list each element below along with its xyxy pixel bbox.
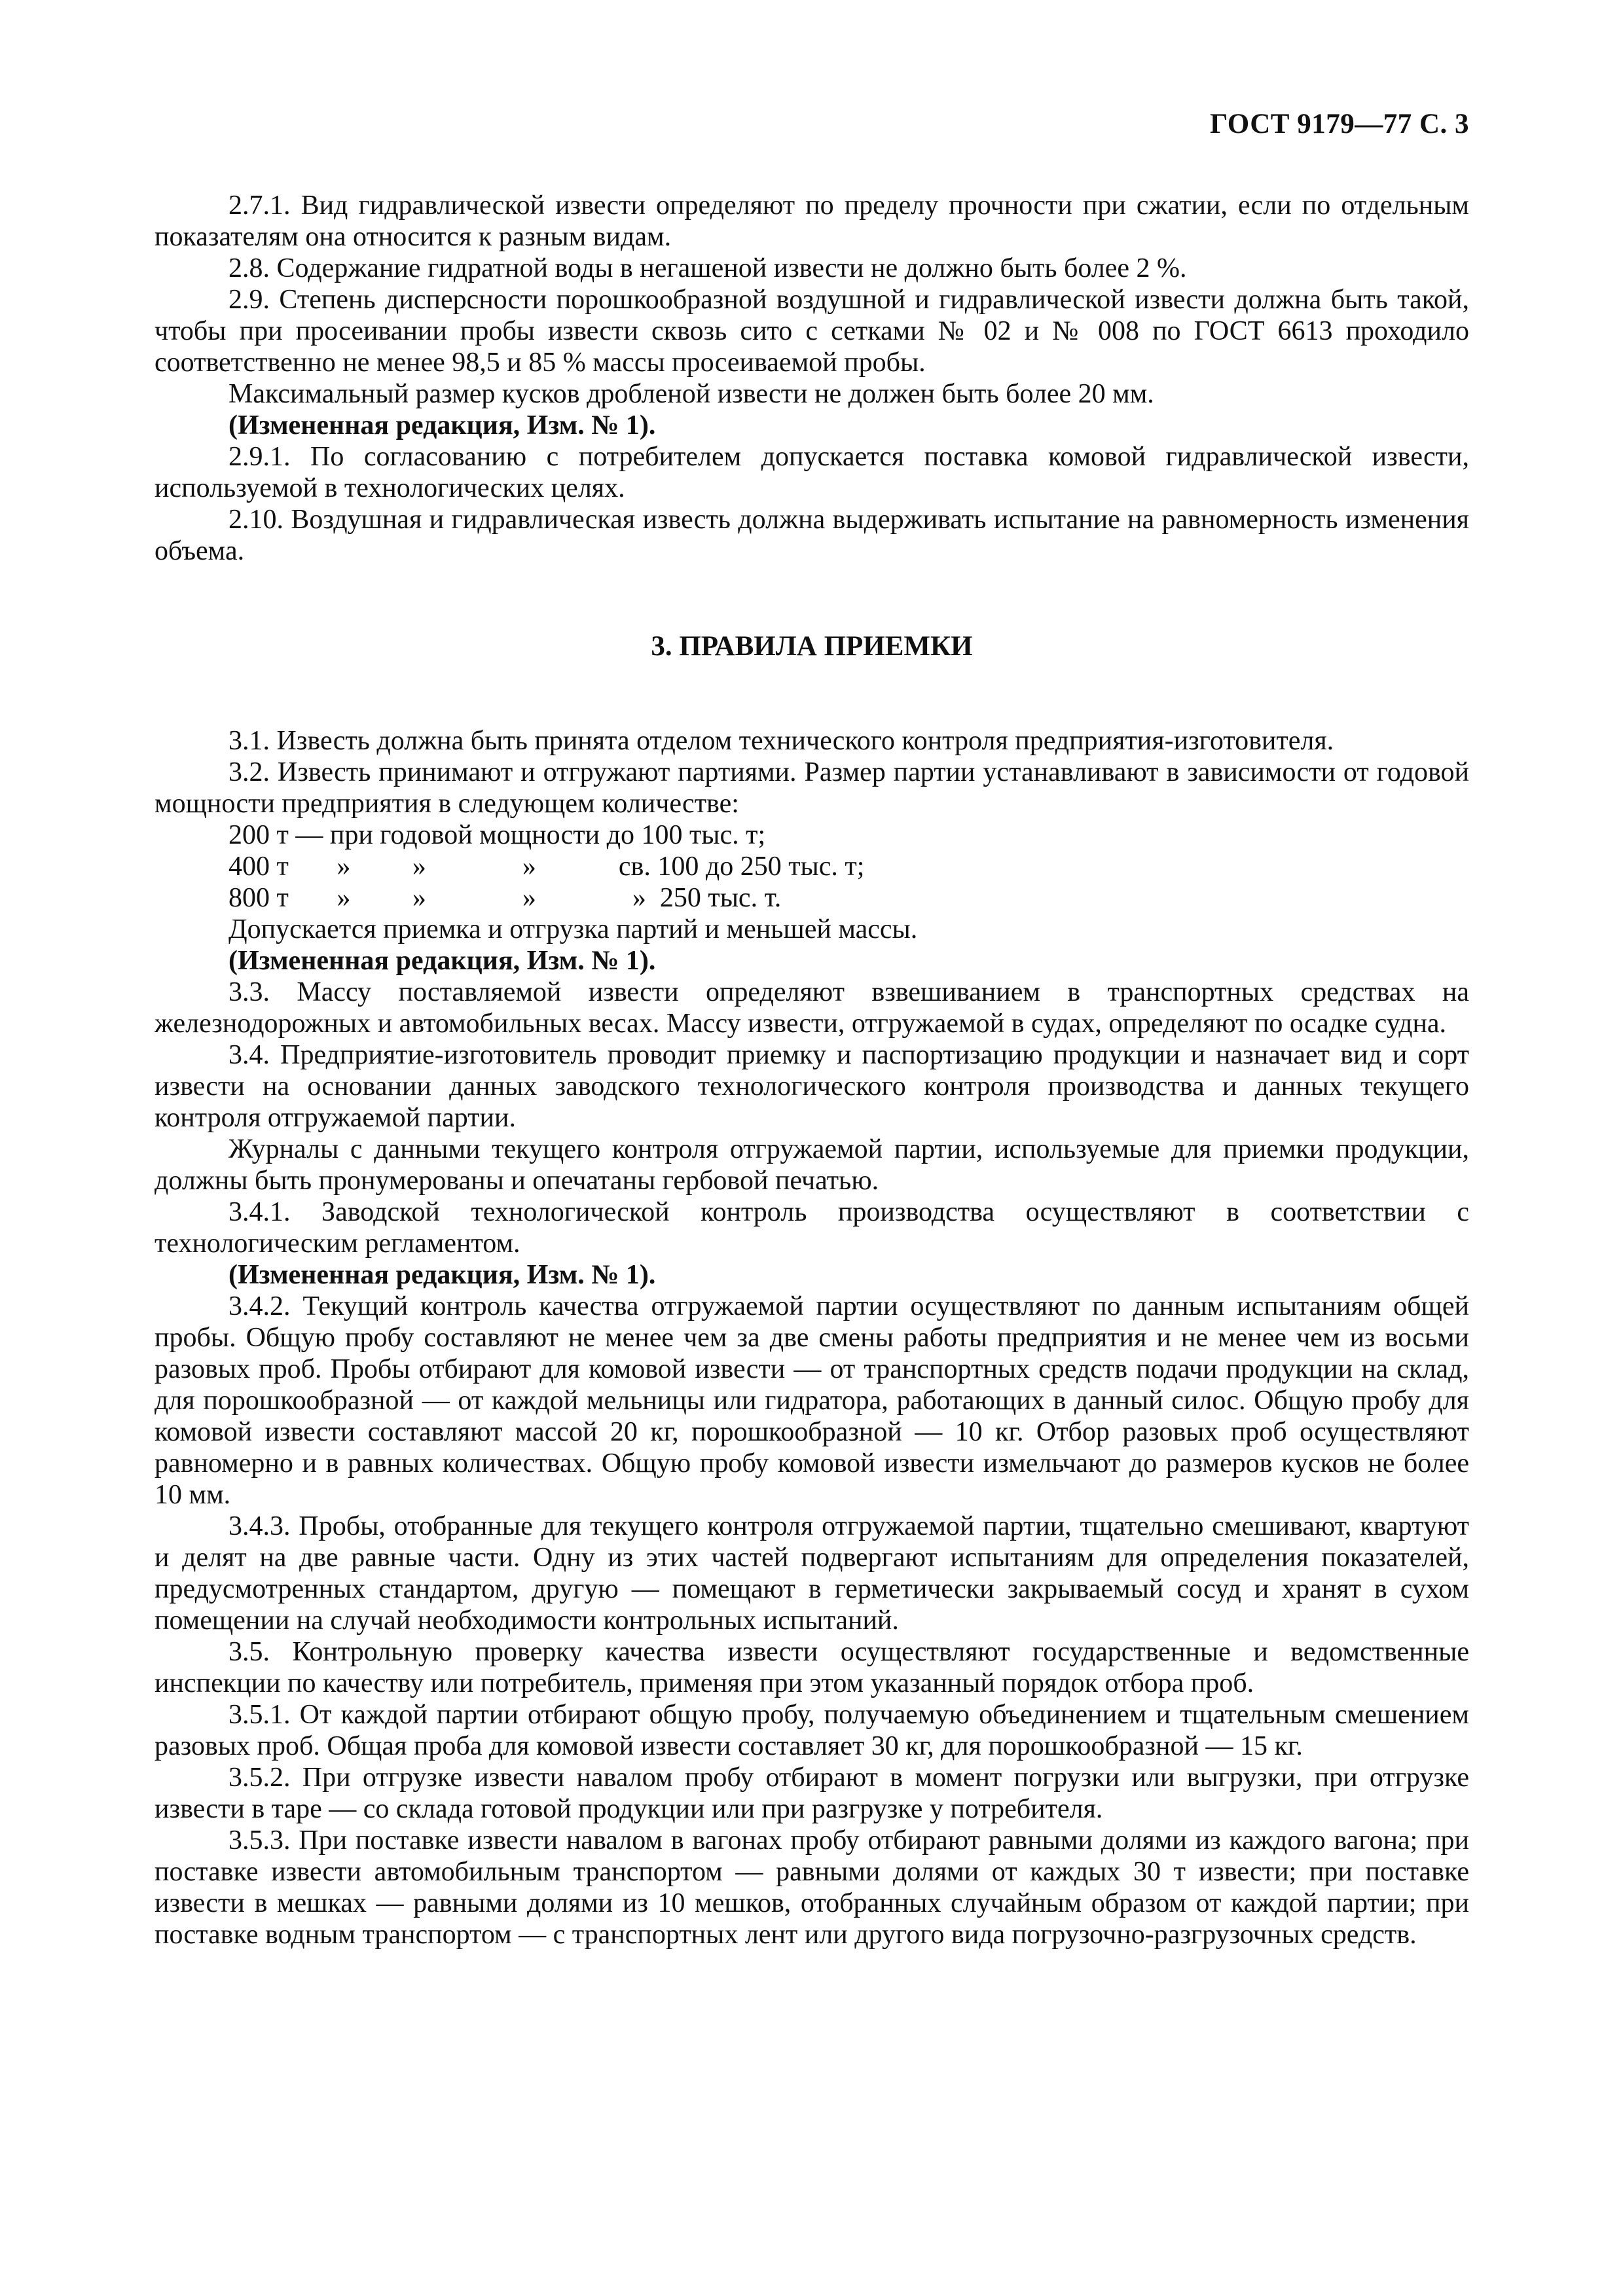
clause-3-5: 3.5. Контрольную проверку качества извести осуществляют государственные и ведомственные инспекции по качеству или потребитель, применяя при этом указанный порядок отбора проб. <box>155 1637 1469 1698</box>
amendment-note: (Измененная редакция, Изм. № 1). <box>228 946 656 976</box>
clause-2-9: 2.9. Степень дисперсности порошкообразной воздушной и гидравлической извести должна быть такой, чтобы при просеивании пробы извести сквозь сито с сетками № 02 и № 008 по ГОСТ 6613 проходило соответственно не менее 98,5 и 85 % массы просеиваемой пробы. <box>155 285 1469 378</box>
clause-3-1: 3.1. Известь должна быть принята отделом технического контроля предприятия-изготовителя. <box>228 726 1334 756</box>
clause-3-4-3: 3.4.3. Пробы, отобранные для текущего контроля отгружаемой партии, тщательно смешивают, квартуют и делят на две равные части. Одну из этих частей подвергают испытаниям для определения показателей, предусмотренных стандартом, другую — помещают в герметически закрываемый сосуд и хранят в сухом помещении на случай необходимости контрольных испытаний. <box>155 1511 1469 1636</box>
clause-3-4-journals: Журналы с данными текущего контроля отгружаемой партии, используемые для приемки продукции, должны быть пронумерованы и опечатаны гербовой печатью. <box>155 1134 1469 1196</box>
clause-3-4-1: 3.4.1. Заводской технологической контроль производства осуществляют в соответствии с технологическим регламентом. <box>155 1197 1469 1259</box>
clause-2-10: 2.10. Воздушная и гидравлическая известь должна выдерживать испытание на равномерность изменения объема. <box>155 505 1469 566</box>
clause-2-9-max-size: Максимальный размер кусков дробленой извести не должен быть более 20 мм. <box>228 379 1154 409</box>
clause-3-5-1: 3.5.1. От каждой партии отбирают общую пробу, получаемую объединением и тщательным смешением разовых проб. Общая проба для комовой извести составляет 30 кг, для порошкообразной — 15 кг. <box>155 1700 1469 1761</box>
clause-2-7-1: 2.7.1. Вид гидравлической извести определяют по пределу прочности при сжатии, если по отдельным показателям она относится к разным видам. <box>155 190 1469 252</box>
clause-3-4-2: 3.4.2. Текущий контроль качества отгружаемой партии осуществляют по данным испытаниям общей пробы. Общую пробу составляют не менее чем за две смены работы предприятия и не менее чем из восьми разовых проб. Пробы отбирают для комовой извести — от транспортных средств подачи продукции на склад, для порошкообразной — от каждой мельницы или гидратора, работающих в данный силос. Общую пробу для комовой извести составляют массой 20 кг, порошкообразной — 10 кг. Отбор разовых проб осуществляют равномерно и в равных количествах. Общую пробу комовой извести измельчают до размеров кусков не более 10 мм. <box>155 1291 1469 1510</box>
document-body <box>155 190 1469 1950</box>
clause-3-3: 3.3. Массу поставляемой извести определяют взвешиванием в транспортных средствах на железнодорожных и автомобильных весах. Массу извести, отгружаемой в судах, определяют по осадке судна. <box>155 977 1469 1039</box>
clause-3-2: 3.2. Известь принимают и отгружают партиями. Размер партии устанавливают в зависимости от годовой мощности предприятия в следующем количестве: <box>155 757 1469 819</box>
clause-3-4: 3.4. Предприятие-изготовитель проводит приемку и паспортизацию продукции и назначает вид и сорт извести на основании данных заводского технологического контроля производства и данных текущего контроля отгружаемой партии. <box>155 1040 1469 1133</box>
clause-2-9-1: 2.9.1. По согласованию с потребителем допускается поставка комовой гидравлической извести, используемой в технологических целях. <box>155 442 1469 503</box>
lot-size-line: 200 т — при годовой мощности до 100 тыс. т; <box>228 820 766 850</box>
amendment-note: (Измененная редакция, Изм. № 1). <box>228 1260 656 1290</box>
lot-size-line: 400 т » » » св. 100 до 250 тыс. т; <box>228 852 865 882</box>
page-header: ГОСТ 9179—77 С. 3 <box>1209 109 1469 139</box>
clause-3-5-3: 3.5.3. При поставке извести навалом в вагонах пробу отбирают равными долями из каждого вагона; при поставке извести автомобильным транспортом — равными долями от каждых 30 т извести; при поставке извести в мешках — равными долями из 10 мешков, отобранных случайным образом от каждой партии; при поставке водным транспортом — с транспортных лент или другого вида погрузочно-разгрузочных средств. <box>155 1825 1469 1950</box>
clause-3-5-2: 3.5.2. При отгрузке извести навалом пробу отбирают в момент погрузки или выгрузки, при отгрузке извести в таре — со склада готовой продукции или при разгрузке у потребителя. <box>155 1763 1469 1824</box>
lot-size-line: 800 т » » » » 250 тыс. т. <box>228 883 782 913</box>
clause-3-2-small-lots: Допускается приемка и отгрузка партий и меньшей массы. <box>228 914 918 944</box>
amendment-note: (Измененная редакция, Изм. № 1). <box>228 410 656 440</box>
section-title: 3. ПРАВИЛА ПРИЕМКИ <box>651 631 973 662</box>
clause-2-8: 2.8. Содержание гидратной воды в негашеной извести не должно быть более 2 %. <box>228 253 1187 283</box>
